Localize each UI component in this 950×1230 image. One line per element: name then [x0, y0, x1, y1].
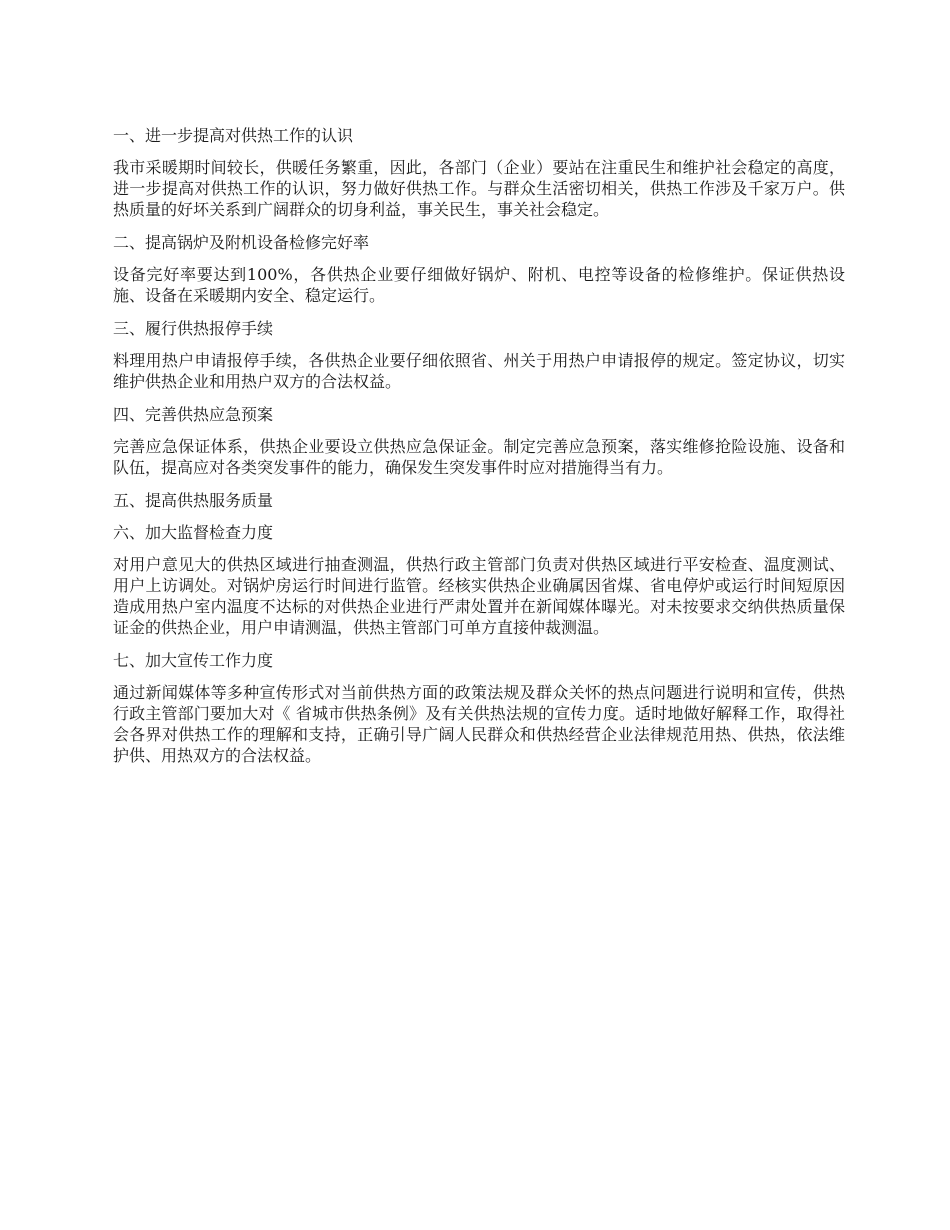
section-7-heading: 七、加大宣传工作力度: [113, 651, 274, 670]
section-3-heading: 三、履行供热报停手续: [113, 319, 274, 338]
section-1-heading: 一、进一步提高对供热工作的认识: [113, 126, 354, 145]
section-2-body: 设备完好率要达到100%，各供热企业要仔细做好锅炉、附机、电控等设备的检修维护。保证供热设施、设备在采暖期内安全、稳定运行。: [113, 265, 845, 305]
section-2-heading: 二、提高锅炉及附机设备检修完好率: [113, 233, 370, 252]
section-3-body: 料理用热户申请报停手续，各供热企业要仔细依照省、州关于用热户申请报停的规定。签定协议，切实维护供热企业和用热户双方的合法权益。: [113, 351, 845, 391]
section-4-heading: 四、完善供热应急预案: [113, 405, 274, 424]
section-1-body: 我市采暖期时间较长，供暖任务繁重，因此，各部门（企业）要站在注重民生和维护社会稳定的高度，进一步提高对供热工作的认识，努力做好供热工作。与群众生活密切相关，供热工作涉及千家万户。供热质量的好坏关系到广阔群众的切身利益，事关民生，事关社会稳定。: [113, 158, 845, 219]
section-7-body: 通过新闻媒体等多种宣传形式对当前供热方面的政策法规及群众关怀的热点问题进行说明和宣传，供热行政主管部门要加大对《 省城市供热条例》及有关供热法规的宣传力度。适时地做好解释工作，取得社会各界对供热工作的理解和支持，正确引导广阔人民群众和供热经营企业法律规范用热、供热，依法维护供、用热双方的合法权益。: [113, 683, 845, 765]
section-6-heading: 六、加大监督检查力度: [113, 523, 274, 542]
document-page: [113, 125, 845, 778]
section-5-heading: 五、提高供热服务质量: [113, 491, 274, 510]
section-4-body: 完善应急保证体系，供热企业要设立供热应急保证金。制定完善应急预案，落实维修抢险设施、设备和队伍，提高应对各类突发事件的能力，确保发生突发事件时应对措施得当有力。: [113, 437, 845, 477]
section-6-body: 对用户意见大的供热区域进行抽查测温，供热行政主管部门负责对供热区域进行平安检查、温度测试、用户上访调处。对锅炉房运行时间进行监管。经核实供热企业确属因省煤、省电停炉或运行时间短原因造成用热户室内温度不达标的对供热企业进行严肃处置并在新闻媒体曝光。对未按要求交纳供热质量保证金的供热企业，用户申请测温，供热主管部门可单方直接仲裁测温。: [113, 555, 845, 637]
